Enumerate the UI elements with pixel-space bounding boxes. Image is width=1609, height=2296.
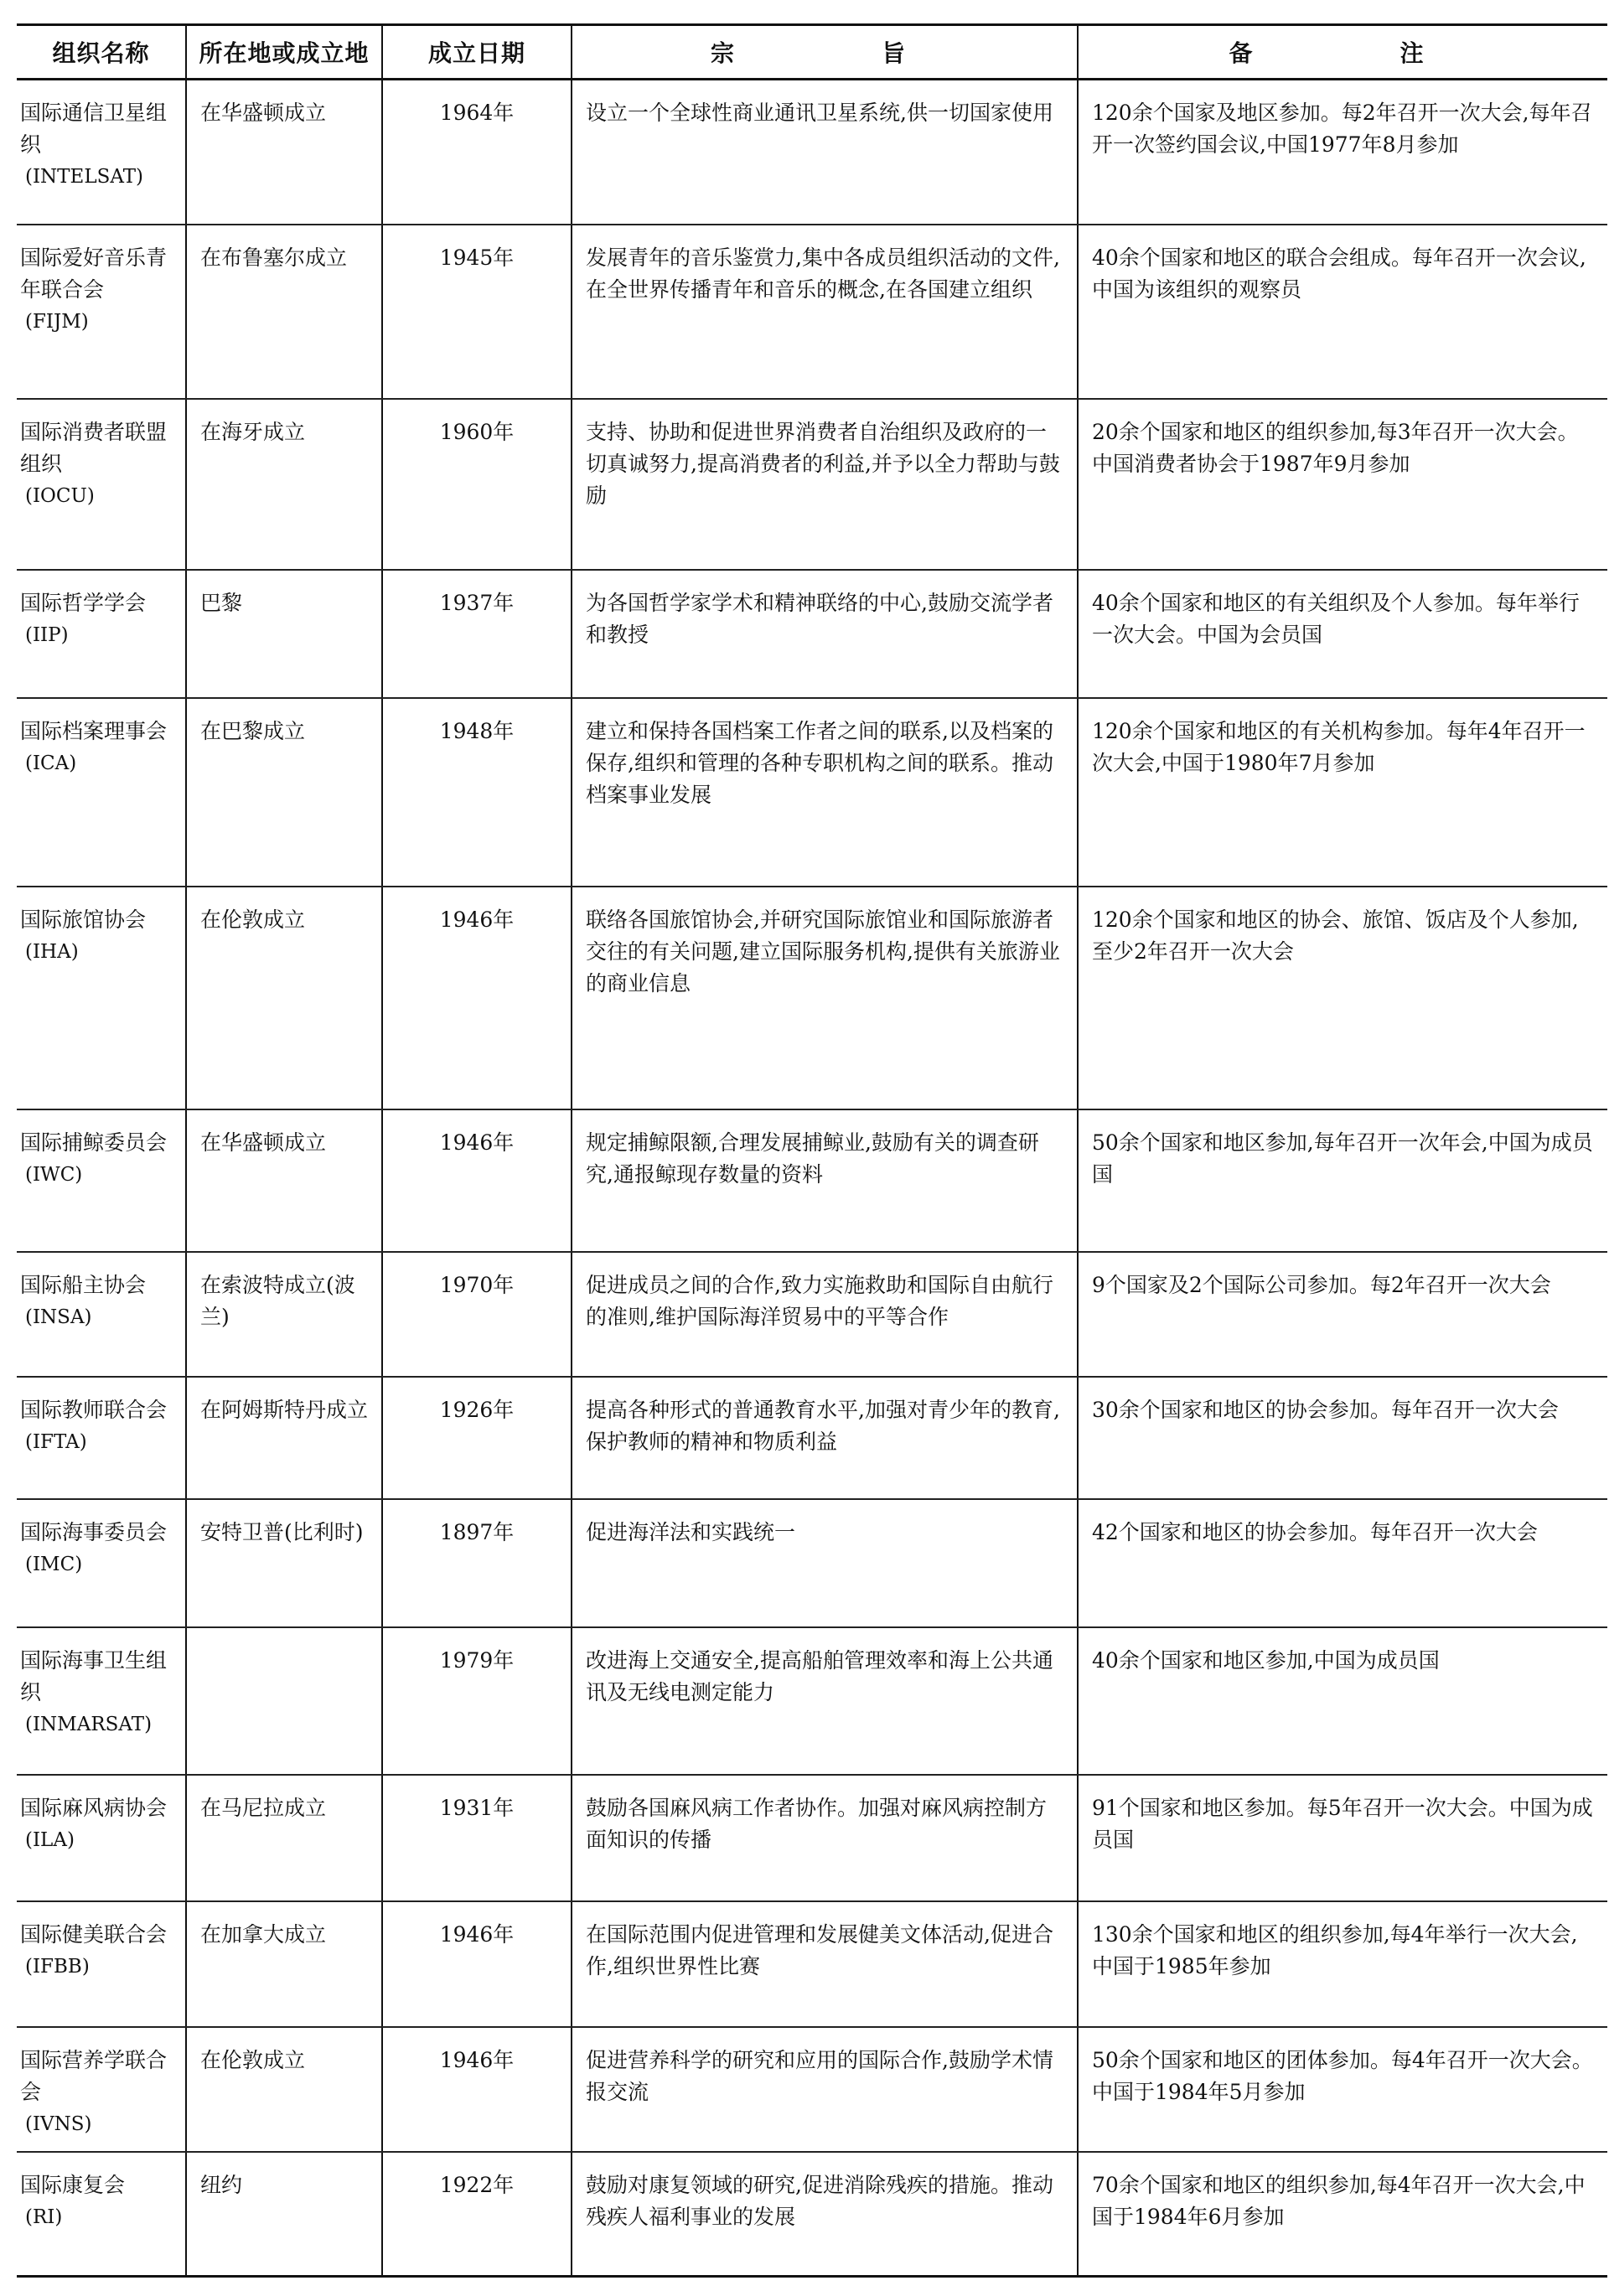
org-name-cell xyxy=(17,1627,186,1775)
org-name-cell xyxy=(17,399,186,571)
org-name: 国际营养学联合会 xyxy=(20,2047,168,2104)
org-name: 国际档案理事会 xyxy=(20,718,168,743)
org-location xyxy=(186,1627,382,1775)
org-purpose: 为各国哲学家学术和精神联络的中心,鼓励交流学者和教授 xyxy=(572,570,1078,697)
table-row xyxy=(17,2027,1607,2152)
org-abbr: (IVNS) xyxy=(25,2112,92,2135)
org-location: 在索波特成立(波兰) xyxy=(186,1252,382,1376)
org-name: 国际健美联合会 xyxy=(20,1921,168,1947)
org-name-cell xyxy=(17,1499,186,1627)
org-purpose: 规定捕鲸限额,合理发展捕鲸业,鼓励有关的调查研究,通报鲸现存数量的资料 xyxy=(572,1109,1078,1253)
org-location: 在马尼拉成立 xyxy=(186,1775,382,1900)
org-remarks: 120余个国家和地区的协会、旅馆、饭店及个人参加,至少2年召开一次大会 xyxy=(1078,887,1607,1109)
org-abbr: (IIP) xyxy=(25,624,69,647)
org-name-cell xyxy=(17,1377,186,1499)
org-location: 在阿姆斯特丹成立 xyxy=(186,1377,382,1499)
org-remarks: 50余个国家和地区的团体参加。每4年召开一次大会。中国于1984年5月参加 xyxy=(1078,2027,1607,2152)
org-abbr: (IFTA) xyxy=(25,1430,87,1453)
org-location: 巴黎 xyxy=(186,570,382,697)
org-date: 1931年 xyxy=(382,1775,572,1900)
org-remarks: 30余个国家和地区的协会参加。每年召开一次大会 xyxy=(1078,1377,1607,1499)
table-row xyxy=(17,2152,1607,2276)
org-abbr: (IWC) xyxy=(25,1163,83,1186)
org-location: 在华盛顿成立 xyxy=(186,1109,382,1253)
org-location: 在海牙成立 xyxy=(186,399,382,571)
org-location: 安特卫普(比利时) xyxy=(186,1499,382,1627)
org-purpose: 支持、协助和促进世界消费者自治组织及政府的一切真诚努力,提高消费者的利益,并予以全力帮助与鼓励 xyxy=(572,399,1078,571)
org-date: 1946年 xyxy=(382,887,572,1109)
org-name-cell xyxy=(17,2027,186,2152)
org-remarks: 42个国家和地区的协会参加。每年召开一次大会 xyxy=(1078,1499,1607,1627)
org-date: 1979年 xyxy=(382,1627,572,1775)
header-name: 组织名称 xyxy=(17,25,186,80)
header-purpose: 宗 旨 xyxy=(572,25,1078,80)
org-purpose: 鼓励对康复领域的研究,促进消除残疾的措施。推动残疾人福利事业的发展 xyxy=(572,2152,1078,2276)
org-name: 国际爱好音乐青年联合会 xyxy=(20,246,168,303)
org-purpose: 促进成员之间的合作,致力实施救助和国际自由航行的准则,维护国际海洋贸易中的平等合作 xyxy=(572,1252,1078,1376)
org-name-cell xyxy=(17,570,186,697)
org-date: 1960年 xyxy=(382,399,572,571)
org-name: 国际通信卫星组织 xyxy=(20,101,168,157)
org-purpose: 建立和保持各国档案工作者之间的联系,以及档案的保存,组织和管理的各种专职机构之间的联系。推动档案事业发展 xyxy=(572,698,1078,887)
table-row xyxy=(17,570,1607,697)
org-name: 国际麻风病协会 xyxy=(20,1796,168,1821)
org-remarks: 40余个国家和地区的有关组织及个人参加。每年举行一次大会。中国为会员国 xyxy=(1078,570,1607,697)
org-abbr: (INSA) xyxy=(25,1306,92,1329)
org-date: 1946年 xyxy=(382,2027,572,2152)
org-name: 国际哲学学会 xyxy=(20,591,147,616)
org-date: 1970年 xyxy=(382,1252,572,1376)
org-remarks: 120余个国家及地区参加。每2年召开一次大会,每年召开一次签约国会议,中国1977年8月参加 xyxy=(1078,80,1607,225)
org-date: 1922年 xyxy=(382,2152,572,2276)
org-abbr: (RI) xyxy=(25,2206,63,2229)
org-remarks: 40余个国家和地区参加,中国为成员国 xyxy=(1078,1627,1607,1775)
org-name-cell xyxy=(17,1252,186,1376)
table-row xyxy=(17,1252,1607,1376)
org-name: 国际教师联合会 xyxy=(20,1397,168,1422)
org-abbr: (INMARSAT) xyxy=(25,1714,153,1736)
org-date: 1897年 xyxy=(382,1499,572,1627)
org-name-cell xyxy=(17,1775,186,1900)
org-date: 1946年 xyxy=(382,1109,572,1253)
org-abbr: (FIJM) xyxy=(25,311,89,334)
table-row xyxy=(17,225,1607,399)
org-location: 在布鲁塞尔成立 xyxy=(186,225,382,399)
table-row xyxy=(17,1499,1607,1627)
org-purpose: 设立一个全球性商业通讯卫星系统,供一切国家使用 xyxy=(572,80,1078,225)
org-purpose: 促进海洋法和实践统一 xyxy=(572,1499,1078,1627)
table-row xyxy=(17,1901,1607,2027)
org-location: 在伦敦成立 xyxy=(186,887,382,1109)
org-abbr: (INTELSAT) xyxy=(25,166,144,188)
org-location: 在巴黎成立 xyxy=(186,698,382,887)
org-abbr: (IOCU) xyxy=(25,484,95,507)
org-date: 1945年 xyxy=(382,225,572,399)
org-date: 1948年 xyxy=(382,698,572,887)
org-purpose: 改进海上交通安全,提高船舶管理效率和海上公共通讯及无线电测定能力 xyxy=(572,1627,1078,1775)
org-abbr: (ICA) xyxy=(25,752,77,774)
org-purpose: 联络各国旅馆协会,并研究国际旅馆业和国际旅游者交往的有关问题,建立国际服务机构,提供有关旅游业的商业信息 xyxy=(572,887,1078,1109)
table-row xyxy=(17,1109,1607,1253)
org-remarks: 40余个国家和地区的联合会组成。每年召开一次会议,中国为该组织的观察员 xyxy=(1078,225,1607,399)
org-name-cell xyxy=(17,225,186,399)
header-remarks: 备 注 xyxy=(1078,25,1607,80)
org-purpose: 提高各种形式的普通教育水平,加强对青少年的教育,保护教师的精神和物质利益 xyxy=(572,1377,1078,1499)
table-row xyxy=(17,1377,1607,1499)
table-row xyxy=(17,1775,1607,1900)
org-name-cell xyxy=(17,2152,186,2276)
org-name: 国际海事委员会 xyxy=(20,1519,168,1544)
org-date: 1964年 xyxy=(382,80,572,225)
org-location: 纽约 xyxy=(186,2152,382,2276)
org-name: 国际船主协会 xyxy=(20,1273,147,1298)
table-row xyxy=(17,399,1607,571)
org-date: 1926年 xyxy=(382,1377,572,1499)
header-date: 成立日期 xyxy=(382,25,572,80)
org-purpose: 促进营养科学的研究和应用的国际合作,鼓励学术情报交流 xyxy=(572,2027,1078,2152)
org-name-cell xyxy=(17,80,186,225)
org-name: 国际消费者联盟组织 xyxy=(20,419,168,476)
organizations-table xyxy=(17,23,1607,2278)
org-abbr: (ILA) xyxy=(25,1829,75,1852)
org-remarks: 70余个国家和地区的组织参加,每4年召开一次大会,中国于1984年6月参加 xyxy=(1078,2152,1607,2276)
header-row xyxy=(17,25,1607,80)
org-name-cell xyxy=(17,1109,186,1253)
org-date: 1946年 xyxy=(382,1901,572,2027)
table-row xyxy=(17,698,1607,887)
table-row xyxy=(17,80,1607,225)
org-name: 国际康复会 xyxy=(20,2173,126,2198)
org-abbr: (IFBB) xyxy=(25,1955,90,1978)
org-remarks: 130余个国家和地区的组织参加,每4年举行一次大会,中国于1985年参加 xyxy=(1078,1901,1607,2027)
org-remarks: 9个国家及2个国际公司参加。每2年召开一次大会 xyxy=(1078,1252,1607,1376)
org-name: 国际捕鲸委员会 xyxy=(20,1130,168,1155)
org-location: 在加拿大成立 xyxy=(186,1901,382,2027)
org-purpose: 在国际范围内促进管理和发展健美文体活动,促进合作,组织世界性比赛 xyxy=(572,1901,1078,2027)
org-location: 在华盛顿成立 xyxy=(186,80,382,225)
org-remarks: 20余个国家和地区的组织参加,每3年召开一次大会。中国消费者协会于1987年9月参加 xyxy=(1078,399,1607,571)
org-name-cell xyxy=(17,698,186,887)
org-remarks: 120余个国家和地区的有关机构参加。每年4年召开一次大会,中国于1980年7月参加 xyxy=(1078,698,1607,887)
table-body xyxy=(17,80,1607,2277)
org-abbr: (IHA) xyxy=(25,940,79,963)
org-remarks: 91个国家和地区参加。每5年召开一次大会。中国为成员国 xyxy=(1078,1775,1607,1900)
table-row xyxy=(17,1627,1607,1775)
org-purpose: 鼓励各国麻风病工作者协作。加强对麻风病控制方面知识的传播 xyxy=(572,1775,1078,1900)
org-name-cell xyxy=(17,1901,186,2027)
table-row xyxy=(17,887,1607,1109)
org-purpose: 发展青年的音乐鉴赏力,集中各成员组织活动的文件,在全世界传播青年和音乐的概念,在各国建立组织 xyxy=(572,225,1078,399)
header-location: 所在地或成立地 xyxy=(186,25,382,80)
org-location: 在伦敦成立 xyxy=(186,2027,382,2152)
org-name-cell xyxy=(17,887,186,1109)
org-name: 国际海事卫生组织 xyxy=(20,1648,168,1705)
org-name: 国际旅馆协会 xyxy=(20,907,147,932)
org-remarks: 50余个国家和地区参加,每年召开一次年会,中国为成员国 xyxy=(1078,1109,1607,1253)
org-abbr: (IMC) xyxy=(25,1553,83,1575)
org-date: 1937年 xyxy=(382,570,572,697)
